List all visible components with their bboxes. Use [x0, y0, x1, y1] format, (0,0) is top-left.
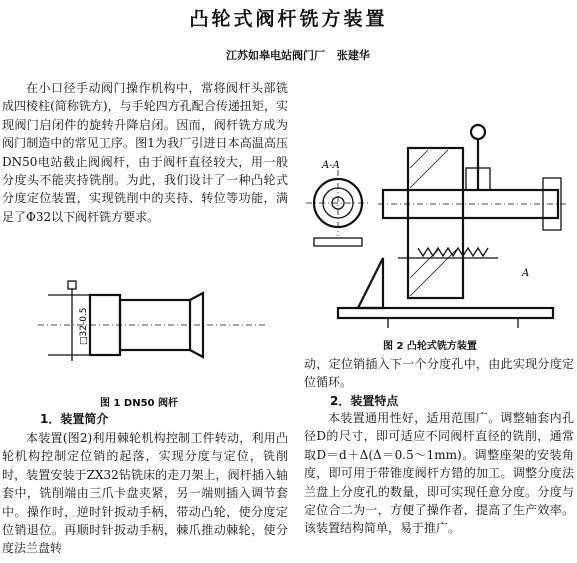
figure-1-caption: 图 1 DN50 阀杆	[100, 398, 178, 409]
figure-2-caption: 图 2 凸轮式铣方装置	[383, 341, 477, 352]
byline	[226, 47, 378, 63]
intro-paragraph: 在小口径手动阀门操作机构中，常将阀杆头部铣成四棱柱(简称铣方)，与手轮四方孔配合传递扭矩，实现阀门启闭件的旋转升降启闭。因而，阀杆铣方成为阀门制造中的常见工序。图1为我厂引进日本高温高压DN50电站截止阀阀杆，由于阀杆直径较大，用一般分度头不能夹持铣削。为此，我们设计了一种凸轮式分度定位装置，实现铣削中的夹持、转位等功能，满足了Φ32以下阀杆铣方要求。	[2, 81, 288, 224]
section-1-heading: 1．装置简介	[40, 412, 109, 426]
author: 张建华	[336, 49, 370, 62]
section-2-body: 本装置通用性好，适用范围广。调整轴套内孔径D的尺寸，即可适应不同阀杆直径的铣削，通常取D＝d＋Δ(Δ＝0.5～1mm)。调整座架的安装角度，即可用于带锥度阀杆方错的加工。调整分度法兰盘上分度孔的数量，即可实现任意分度。分度与定位合二为一，方便了操作者，提高了生产效率。该装置结构简单，易于推广。	[304, 411, 574, 536]
figure-2-section-label: A-A	[322, 160, 340, 171]
section-1-body: 本装置(图2)利用棘轮机构控制工件转动，利用凸轮机构控制定位销的起落，实现分度与定位，铣削时，装置安装于ZX32钻铣床的走刀架上，阀杆插入轴套中，铣削端由三爪卡盘夹紧，另一端则插入调节套中。操作时，逆时针扳动手柄，带动凸轮，使分度定位销退位。再顺时针扳动手柄，棘爪推动棘轮，使分度法兰盘转	[2, 431, 288, 556]
figure-1-dimension: □32-0.5	[79, 307, 89, 345]
affiliation: 江苏如皋电站阀门厂	[226, 49, 325, 62]
figure-2-drawing	[298, 108, 574, 330]
section-1-continuation: 动，定位销插入下一个分度孔中，由此实现分度定位循环。	[304, 357, 574, 390]
figure-1-drawing	[28, 275, 278, 385]
section-2-heading: 2．装置特点	[330, 394, 399, 408]
figure-2-mark-a: A	[522, 268, 530, 279]
article-title: 凸轮式阀杆铣方装置	[189, 8, 388, 30]
